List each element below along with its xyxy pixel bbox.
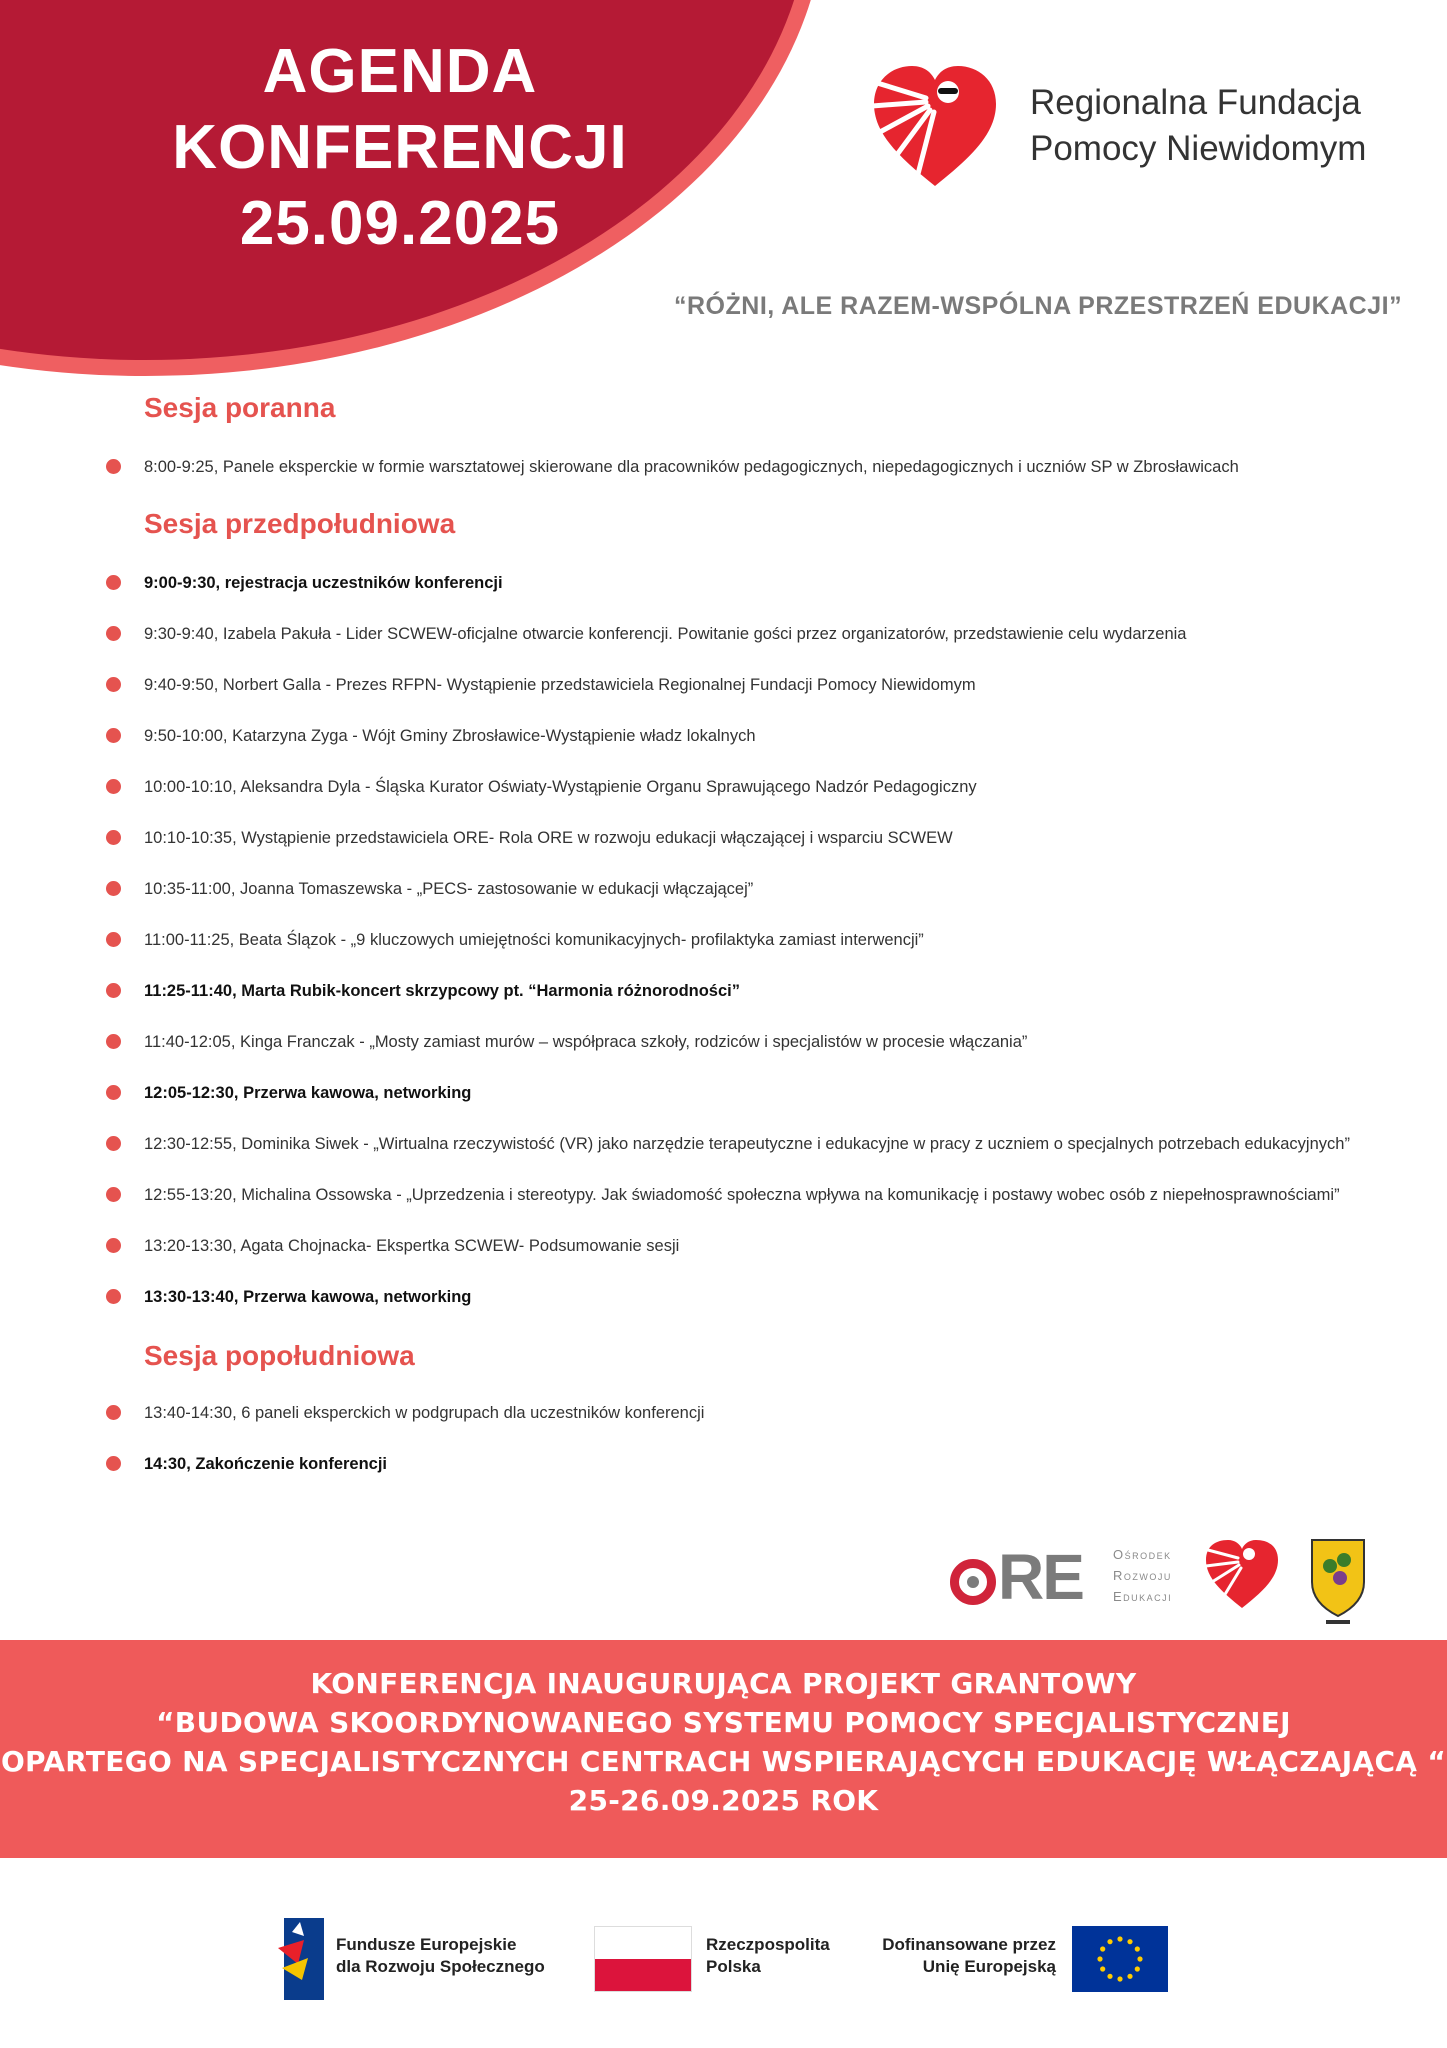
agenda-item <box>106 1129 1406 1159</box>
pl-line: Polska <box>706 1957 761 1976</box>
agenda-item-text: 13:30-13:40, Przerwa kawowa, networking <box>144 1288 472 1306</box>
agenda-item-text: 12:55-13:20, Michalina Ossowska - „Uprzedzenia i stereotypy. Jak świadomość społeczna wpływa na komunikację i postawy wobec osób z niepełnosprawnościami” <box>144 1186 1340 1204</box>
bullet-icon <box>106 983 121 998</box>
bullet-icon <box>106 1085 121 1100</box>
agenda-item <box>106 568 1406 598</box>
bullet-icon <box>106 830 121 845</box>
bullet-icon <box>106 881 121 896</box>
agenda-item <box>106 452 1406 482</box>
agenda-item <box>106 1180 1406 1210</box>
bullet-icon <box>106 779 121 794</box>
bullet-icon <box>106 1405 121 1420</box>
agenda-item-text: 8:00-9:25, Panele eksperckie w formie warsztatowej skierowane dla pracowników pedagogicznych, niepedagogicznych i uczniów SP w Zbrosławicach <box>144 458 1239 476</box>
banner-text <box>0 1664 1447 1820</box>
bullet-icon <box>106 1238 121 1253</box>
agenda-item <box>106 670 1406 700</box>
fundusze-europejskie-text <box>336 1934 545 1978</box>
agenda-item <box>106 1027 1406 1057</box>
fe-line: Fundusze Europejskie <box>336 1935 517 1954</box>
fundusze-europejskie-logo-icon <box>278 1918 324 2000</box>
agenda-item <box>106 976 1406 1006</box>
agenda-item <box>106 619 1406 649</box>
ore-caption-line: Edukacji <box>1113 1589 1173 1604</box>
agenda-item <box>106 925 1406 955</box>
agenda-item-text: 12:30-12:55, Dominika Siwek - „Wirtualna rzeczywistość (VR) jako narzędzie terapeutyczne i edukacyjne w pracy z uczniem o specjalnych potrzebach edukacyjnych” <box>144 1135 1350 1153</box>
partner-logos <box>950 1528 1370 1628</box>
ore-ring-icon <box>950 1559 996 1605</box>
agenda-item-text: 10:35-11:00, Joanna Tomaszewska - „PECS- zastosowanie w edukacji włączającej” <box>144 880 754 898</box>
agenda-item-text: 10:00-10:10, Aleksandra Dyla - Śląska Kurator Oświaty-Wystąpienie Organu Sprawującego Nadzór Pedagogiczny <box>144 778 977 796</box>
agenda-item <box>106 1282 1406 1312</box>
session-heading-afternoon: Sesja popołudniowa <box>144 1340 415 1371</box>
ore-letters: RE <box>998 1541 1083 1613</box>
title-line-3: 25.09.2025 <box>239 189 561 258</box>
pl-line: Rzeczpospolita <box>706 1935 830 1954</box>
bullet-icon <box>106 1187 121 1202</box>
eu-flag-icon <box>1072 1926 1168 1992</box>
agenda-item <box>106 721 1406 751</box>
bullet-icon <box>106 575 121 590</box>
agenda-item-text: 10:10-10:35, Wystąpienie przedstawiciela ORE- Rola ORE w rozwoju edukacji włączającej i wsparciu SCWEW <box>144 829 953 847</box>
agenda-item-text: 11:00-11:25, Beata Ślązok - „9 kluczowych umiejętności komunikacyjnych- profilaktyka zamiast interwencji” <box>144 931 924 949</box>
agenda-item <box>106 823 1406 853</box>
funding-footer <box>0 1900 1447 2020</box>
eu-star-icon <box>1100 1946 1105 1951</box>
title-line-1: AGENDA <box>262 37 538 106</box>
banner-line: “BUDOWA SKOORDYNOWANEGO SYSTEMU POMOCY SPECJALISTYCZNEJ <box>156 1706 1291 1739</box>
agenda-item-text: 11:25-11:40, Marta Rubik-koncert skrzypcowy pt. “Harmonia różnorodności” <box>144 982 740 1000</box>
scwew-heart-logo-icon <box>1202 1534 1282 1614</box>
agenda-item-text: 13:20-13:30, Agata Chojnacka- Ekspertka SCWEW- Podsumowanie sesji <box>144 1237 680 1255</box>
bullet-icon <box>106 459 121 474</box>
eu-star-icon <box>1107 1974 1112 1979</box>
banner-line: OPARTEGO NA SPECJALISTYCZNYCH CENTRACH WSPIERAJĄCYCH EDUKACJĘ WŁĄCZAJĄCĄ “ <box>0 1745 1447 1778</box>
polish-flag-icon <box>594 1926 692 1992</box>
agenda-item-text: 11:40-12:05, Kinga Franczak - „Mosty zamiast murów – współpraca szkoły, rodziców i specjalistów w procesie włączania” <box>144 1033 1028 1051</box>
ore-caption-line: Rozwoju <box>1113 1568 1172 1583</box>
bullet-icon <box>106 932 121 947</box>
agenda-item <box>106 1398 1406 1428</box>
banner-line: 25-26.09.2025 ROK <box>568 1784 879 1817</box>
eu-star-icon <box>1097 1956 1102 1961</box>
eu-star-icon <box>1117 1976 1122 1981</box>
bullet-icon <box>106 728 121 743</box>
agenda-title <box>120 34 680 262</box>
agenda-item <box>106 1449 1406 1479</box>
agenda-item-text: 14:30, Zakończenie konferencji <box>144 1455 388 1473</box>
eu-star-icon <box>1127 1939 1132 1944</box>
bullet-icon <box>106 1136 121 1151</box>
rfpn-heart-logo-icon <box>870 62 1000 190</box>
eu-star-icon <box>1117 1936 1122 1941</box>
eu-star-icon <box>1135 1946 1140 1951</box>
eu-cofunding-text <box>850 1934 1056 1978</box>
bullet-icon <box>106 1289 121 1304</box>
eu-star-icon <box>1100 1966 1105 1971</box>
project-banner <box>0 1640 1447 1858</box>
org-name-line-2: Pomocy Niewidomym <box>1030 129 1367 168</box>
ore-caption-line: Ośrodek <box>1113 1547 1172 1562</box>
bullet-icon <box>106 1456 121 1471</box>
session-heading-morning: Sesja poranna <box>144 392 336 423</box>
agenda-item-text: 9:30-9:40, Izabela Pakuła - Lider SCWEW-oficjalne otwarcie konferencji. Powitanie gości przez organizatorów, przedstawienie celu wydarzenia <box>144 625 1187 643</box>
agenda-item <box>106 772 1406 802</box>
agenda-item-text: 12:05-12:30, Przerwa kawowa, networking <box>144 1084 472 1102</box>
agenda-item <box>106 1231 1406 1261</box>
eu-star-icon <box>1107 1939 1112 1944</box>
agenda-item-text: 13:40-14:30, 6 paneli eksperckich w podgrupach dla uczestników konferencji <box>144 1404 705 1422</box>
banner-line: KONFERENCJA INAUGURUJĄCA PROJEKT GRANTOWY <box>310 1667 1137 1700</box>
fe-line: dla Rozwoju Społecznego <box>336 1957 545 1976</box>
conference-motto: “RÓŻNI, ALE RAZEM-WSPÓLNA PRZESTRZEŃ EDUKACJI” <box>674 292 1403 320</box>
agenda-item-text: 9:50-10:00, Katarzyna Zyga - Wójt Gminy Zbrosławice-Wystąpienie władz lokalnych <box>144 727 756 745</box>
rzeczpospolita-text <box>706 1934 830 1978</box>
bullet-icon <box>106 626 121 641</box>
ore-logo <box>950 1540 1083 1614</box>
org-name-line-1: Regionalna Fundacja <box>1030 83 1361 122</box>
session-heading-forenoon: Sesja przedpołudniowa <box>144 508 456 539</box>
org-name <box>1030 80 1366 172</box>
eu-star-icon <box>1127 1974 1132 1979</box>
agenda-item <box>106 874 1406 904</box>
agenda-item-text: 9:00-9:30, rejestracja uczestników konferencji <box>144 574 503 592</box>
eu-line: Unię Europejską <box>922 1957 1056 1976</box>
title-line-2: KONFERENCJI <box>172 113 628 182</box>
ore-caption <box>1113 1544 1172 1607</box>
bullet-icon <box>106 1034 121 1049</box>
agenda-item-text: 9:40-9:50, Norbert Galla - Prezes RFPN- Wystąpienie przedstawiciela Regionalnej Fundacji Pomocy Niewidomym <box>144 676 976 694</box>
bullet-icon <box>106 677 121 692</box>
eu-line: Dofinansowane przez <box>882 1935 1056 1954</box>
eu-star-icon <box>1135 1966 1140 1971</box>
eu-star-icon <box>1137 1956 1142 1961</box>
gmina-crest-icon <box>1306 1536 1370 1626</box>
agenda-item <box>106 1078 1406 1108</box>
